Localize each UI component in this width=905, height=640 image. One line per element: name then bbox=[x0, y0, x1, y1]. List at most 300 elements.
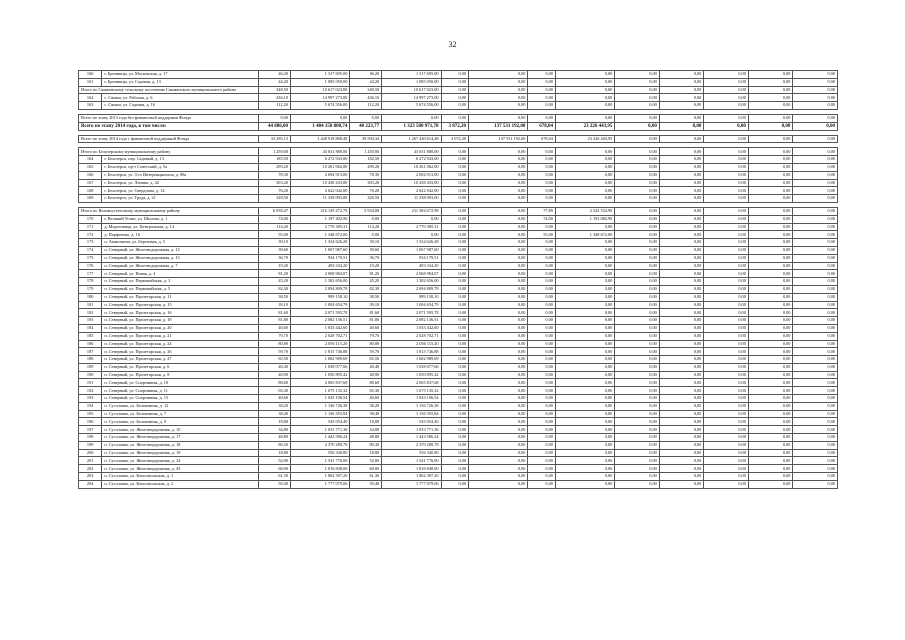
table-row bbox=[79, 246, 838, 254]
value-cell: 0,00 bbox=[793, 239, 838, 247]
value-cell: 0,00 bbox=[441, 371, 469, 379]
table-row bbox=[79, 473, 838, 481]
value-cell: 0,00 bbox=[704, 231, 749, 239]
value-cell: 0,00 bbox=[615, 293, 660, 301]
value-cell: 0,00 bbox=[704, 78, 749, 86]
value-cell: 0,00 bbox=[748, 293, 793, 301]
table-row bbox=[79, 239, 838, 247]
value-cell: 80,30 bbox=[259, 441, 291, 449]
address-cell: г. Белозерск, ул. 3-го Интернационала, д. 88а bbox=[102, 171, 259, 179]
value-cell: 0,00 bbox=[615, 195, 660, 203]
value-cell: 2 082 136,51 bbox=[290, 317, 349, 325]
value-cell: 0,00 bbox=[704, 171, 749, 179]
table-row bbox=[79, 363, 838, 371]
value-cell: 0,00 bbox=[555, 340, 614, 348]
value-cell: 0,00 bbox=[469, 473, 528, 481]
value-cell: 38,40 bbox=[350, 410, 382, 418]
value-cell: 2 622 042,00 bbox=[382, 187, 441, 195]
value-cell: 0,00 bbox=[469, 278, 528, 286]
table-row bbox=[79, 179, 838, 187]
value-cell: 0,00 bbox=[748, 262, 793, 270]
value-cell: 0,00 bbox=[555, 363, 614, 371]
value-cell: 0,00 bbox=[704, 278, 749, 286]
value-cell: 0,00 bbox=[615, 402, 660, 410]
value-cell: 0,00 bbox=[555, 223, 614, 231]
value-cell: 0,00 bbox=[748, 340, 793, 348]
table-row bbox=[79, 418, 838, 426]
value-cell: 43 631 880,00 bbox=[382, 148, 441, 156]
value-cell: 0,00 bbox=[793, 418, 838, 426]
value-cell: 1 382 656,00 bbox=[290, 278, 349, 286]
value-cell: 45,20 bbox=[259, 278, 291, 286]
value-cell: 0,00 bbox=[615, 480, 660, 488]
value-cell: 34,80 bbox=[350, 426, 382, 434]
value-cell: 0,00 bbox=[555, 262, 614, 270]
value-cell: 0,00 bbox=[441, 215, 469, 223]
value-cell: 0,00 bbox=[659, 122, 704, 130]
table-row bbox=[79, 102, 838, 110]
table-row bbox=[79, 301, 838, 309]
value-cell: 0,00 bbox=[528, 426, 556, 434]
value-cell: 0,00 bbox=[528, 317, 556, 325]
value-cell: 2 071 595,78 bbox=[290, 309, 349, 317]
value-cell: 0,00 bbox=[441, 395, 469, 403]
value-cell: 1 085 050,00 bbox=[290, 78, 349, 86]
value-cell: 0,00 bbox=[469, 223, 528, 231]
value-cell: 0,00 bbox=[528, 195, 556, 203]
value-cell: 48,80 bbox=[259, 434, 291, 442]
value-cell: 81,20 bbox=[350, 270, 382, 278]
value-cell: 0,00 bbox=[748, 480, 793, 488]
value-cell: 1 317 695,00 bbox=[382, 71, 441, 79]
value-cell: 0,00 bbox=[469, 301, 528, 309]
value-cell: 0,00 bbox=[793, 426, 838, 434]
value-cell: 493 334,20 bbox=[382, 262, 441, 270]
table-row bbox=[79, 187, 838, 195]
value-cell: 0,00 bbox=[615, 223, 660, 231]
value-cell: 65,30 bbox=[259, 387, 291, 395]
value-cell: 74,00 bbox=[528, 215, 556, 223]
value-cell: 0,00 bbox=[659, 114, 704, 122]
value-cell: 1 675 135,32 bbox=[290, 387, 349, 395]
value-cell: 3 872,20 bbox=[441, 122, 469, 130]
address-cell: п. Аммонитка, ул. Березовая, д. 5 bbox=[102, 239, 259, 247]
value-cell: 0,00 bbox=[793, 285, 838, 293]
value-cell: 39 594,34 bbox=[350, 135, 382, 143]
value-cell: 0,00 bbox=[615, 187, 660, 195]
value-cell: 0,00 bbox=[704, 449, 749, 457]
value-cell: 0,00 bbox=[659, 324, 704, 332]
value-cell: 0,00 bbox=[704, 410, 749, 418]
row-number-cell: 173 bbox=[79, 239, 102, 247]
value-cell: 0,00 bbox=[528, 465, 556, 473]
value-cell: 0,00 bbox=[659, 457, 704, 465]
table-row bbox=[79, 254, 838, 262]
value-cell: 137 531 192,00 bbox=[469, 135, 528, 143]
value-cell: 0,00 bbox=[704, 254, 749, 262]
address-cell: п. Сусоловка, ул. Железнодорожная, д. 18 bbox=[102, 441, 259, 449]
value-cell: 33 285,13 bbox=[259, 135, 291, 143]
value-cell: 0,00 bbox=[469, 71, 528, 79]
value-cell: 80,80 bbox=[259, 340, 291, 348]
value-cell: 0,00 bbox=[441, 223, 469, 231]
value-cell: 0,00 bbox=[615, 171, 660, 179]
value-cell: 0,00 bbox=[555, 348, 614, 356]
value-cell: 0,00 bbox=[615, 114, 660, 122]
value-cell: 0,00 bbox=[793, 379, 838, 387]
value-cell: 989 158,10 bbox=[290, 293, 349, 301]
value-cell: 0,00 bbox=[793, 135, 838, 143]
value-cell: 0,00 bbox=[748, 195, 793, 203]
value-cell: 0,00 bbox=[704, 114, 749, 122]
value-cell: 1 777 079,06 bbox=[382, 480, 441, 488]
value-cell: 0,00 bbox=[469, 371, 528, 379]
value-cell: 0,00 bbox=[793, 163, 838, 171]
value-cell: 39,10 bbox=[350, 301, 382, 309]
value-cell: 2 370 288,78 bbox=[382, 441, 441, 449]
value-cell: 0,00 bbox=[748, 156, 793, 164]
value-cell: 0,00 bbox=[441, 86, 469, 94]
value-cell: 59,70 bbox=[350, 348, 382, 356]
row-number-cell: 199 bbox=[79, 441, 102, 449]
value-cell: 39,10 bbox=[259, 239, 291, 247]
row-number-cell: 203 bbox=[79, 473, 102, 481]
value-cell: 0,00 bbox=[793, 270, 838, 278]
table-row bbox=[79, 195, 838, 203]
value-cell: 2 065 837,68 bbox=[382, 379, 441, 387]
value-cell: 0,00 bbox=[528, 449, 556, 457]
value-cell: 81,80 bbox=[350, 317, 382, 325]
value-cell: 0,00 bbox=[528, 332, 556, 340]
value-cell: 0,00 bbox=[290, 114, 349, 122]
value-cell: 0,00 bbox=[659, 356, 704, 364]
value-cell: 0,00 bbox=[441, 441, 469, 449]
value-cell: 0,00 bbox=[555, 387, 614, 395]
value-cell: 0,00 bbox=[555, 309, 614, 317]
value-cell: 0,00 bbox=[528, 270, 556, 278]
value-cell: 74,00 bbox=[259, 215, 291, 223]
value-cell: 182,50 bbox=[350, 156, 382, 164]
value-cell: 0,00 bbox=[748, 441, 793, 449]
value-cell: 0,00 bbox=[528, 309, 556, 317]
value-cell: 0,00 bbox=[528, 434, 556, 442]
value-cell: 2 028 702,71 bbox=[290, 332, 349, 340]
value-cell: 0,00 bbox=[748, 363, 793, 371]
value-cell: 0,00 bbox=[469, 163, 528, 171]
value-cell: 0,00 bbox=[441, 285, 469, 293]
value-cell: 0,00 bbox=[555, 324, 614, 332]
value-cell: 0,00 bbox=[704, 262, 749, 270]
value-cell: 0,00 bbox=[615, 122, 660, 130]
value-cell: 0,00 bbox=[659, 473, 704, 481]
value-cell: 0,00 bbox=[748, 114, 793, 122]
value-cell: 0,00 bbox=[441, 418, 469, 426]
value-cell: 0,00 bbox=[659, 395, 704, 403]
value-cell: 0,00 bbox=[659, 278, 704, 286]
value-cell: 0,00 bbox=[555, 254, 614, 262]
value-cell: 0,00 bbox=[469, 356, 528, 364]
value-cell: 0,00 bbox=[615, 86, 660, 94]
row-number-cell: 170 bbox=[79, 215, 102, 223]
row-number-cell: 183 bbox=[79, 317, 102, 325]
value-cell: 0,00 bbox=[528, 285, 556, 293]
value-cell: 0,00 bbox=[704, 301, 749, 309]
value-cell: 0,00 bbox=[615, 246, 660, 254]
value-cell: 1 815 746,88 bbox=[382, 348, 441, 356]
address-cell: п. Северный, ул. Пролетарская, д. 21 bbox=[102, 332, 259, 340]
value-cell: 1 043 196,54 bbox=[382, 395, 441, 403]
value-cell: 0,00 bbox=[528, 473, 556, 481]
row-number-cell: 198 bbox=[79, 434, 102, 442]
value-cell: 0,00 bbox=[748, 163, 793, 171]
value-cell: 1 862 397,20 bbox=[382, 473, 441, 481]
value-cell: 0,00 bbox=[748, 371, 793, 379]
value-cell: 545 054,40 bbox=[382, 418, 441, 426]
value-cell: 493 334,20 bbox=[290, 262, 349, 270]
value-cell: 2 071 595,78 bbox=[382, 309, 441, 317]
row-number-cell: 161 bbox=[79, 78, 102, 86]
value-cell: 678,04 bbox=[528, 135, 556, 143]
value-cell: 2 622 042,00 bbox=[290, 187, 349, 195]
value-cell: 2 370 288,78 bbox=[290, 441, 349, 449]
value-cell: 0,00 bbox=[615, 434, 660, 442]
row-number-cell: 178 bbox=[79, 278, 102, 286]
value-cell: 1 043 196,54 bbox=[290, 395, 349, 403]
table-row bbox=[79, 94, 838, 102]
value-cell: 0,00 bbox=[555, 426, 614, 434]
value-cell: 0,00 bbox=[469, 348, 528, 356]
value-cell: 0,00 bbox=[555, 71, 614, 79]
value-cell: 0,00 bbox=[704, 309, 749, 317]
value-cell: 1 050 895,42 bbox=[290, 371, 349, 379]
value-cell: 0,00 bbox=[659, 148, 704, 156]
value-cell: 0,00 bbox=[793, 187, 838, 195]
value-cell: 38,50 bbox=[350, 293, 382, 301]
value-cell: 0,00 bbox=[528, 71, 556, 79]
address-cell: п. Северный, ул. Новая, д. 4 bbox=[102, 270, 259, 278]
table-row bbox=[79, 215, 838, 223]
value-cell: 0,00 bbox=[659, 179, 704, 187]
value-cell: 0,00 bbox=[350, 215, 382, 223]
value-cell: 0,00 bbox=[615, 278, 660, 286]
value-cell: 0,00 bbox=[615, 301, 660, 309]
value-cell: 0,00 bbox=[528, 94, 556, 102]
value-cell: 0,00 bbox=[659, 434, 704, 442]
value-cell: 0,00 bbox=[793, 148, 838, 156]
table-row bbox=[79, 156, 838, 164]
value-cell: 1 382 656,00 bbox=[382, 278, 441, 286]
value-cell: 2 094 809,78 bbox=[290, 285, 349, 293]
value-cell: 0,00 bbox=[793, 223, 838, 231]
value-cell: 1 816 848,00 bbox=[290, 465, 349, 473]
value-cell: 0,00 bbox=[748, 426, 793, 434]
value-cell: 0,00 bbox=[350, 231, 382, 239]
value-cell: 0,00 bbox=[615, 371, 660, 379]
value-cell: 65,50 bbox=[259, 356, 291, 364]
value-cell: 2 065 837,68 bbox=[290, 379, 349, 387]
table-row bbox=[79, 332, 838, 340]
value-cell: 40,40 bbox=[259, 363, 291, 371]
value-cell: 0,00 bbox=[555, 402, 614, 410]
value-cell: 0,00 bbox=[441, 434, 469, 442]
value-cell: 0,00 bbox=[441, 278, 469, 286]
value-cell: 76,20 bbox=[350, 187, 382, 195]
value-cell: 0,00 bbox=[615, 395, 660, 403]
value-cell: 0,00 bbox=[748, 78, 793, 86]
value-cell: 0,00 bbox=[555, 293, 614, 301]
value-cell: 934 179,51 bbox=[382, 254, 441, 262]
value-cell: 11 338 093,00 bbox=[290, 195, 349, 203]
value-cell: 18,80 bbox=[259, 449, 291, 457]
value-cell: 348,50 bbox=[259, 86, 291, 94]
value-cell: 1 267 440 614,48 bbox=[382, 135, 441, 143]
address-cell: п. Северный, ул. Пролетарская, д. 8 bbox=[102, 371, 259, 379]
value-cell: 0,00 bbox=[748, 94, 793, 102]
value-cell: 0,00 bbox=[793, 457, 838, 465]
value-cell: 0,00 bbox=[748, 379, 793, 387]
value-cell: 2 056 115,20 bbox=[290, 340, 349, 348]
value-cell: 34,80 bbox=[259, 426, 291, 434]
value-cell: 0,00 bbox=[441, 163, 469, 171]
value-cell: 0,00 bbox=[615, 78, 660, 86]
value-cell: 0,00 bbox=[555, 301, 614, 309]
row-number-cell: 193 bbox=[79, 395, 102, 403]
value-cell: 0,00 bbox=[704, 441, 749, 449]
value-cell: 0,00 bbox=[748, 410, 793, 418]
value-cell: 0,00 bbox=[748, 246, 793, 254]
value-cell: 0,00 bbox=[704, 215, 749, 223]
value-cell: 0,00 bbox=[528, 86, 556, 94]
address-cell: п. Северный, ул. Железнодорожная, д. 12 bbox=[102, 246, 259, 254]
value-cell: 0,00 bbox=[615, 163, 660, 171]
address-cell: п. Северный, ул. Первомайская, д. 5 bbox=[102, 285, 259, 293]
value-cell: 1 334 626,28 bbox=[382, 239, 441, 247]
value-cell: 0,00 bbox=[528, 441, 556, 449]
value-cell: 0,00 bbox=[441, 71, 469, 79]
value-cell: 0,00 bbox=[659, 426, 704, 434]
value-cell: 0,00 bbox=[704, 387, 749, 395]
value-cell: 0,00 bbox=[748, 301, 793, 309]
value-cell: 0,00 bbox=[615, 324, 660, 332]
value-cell: 0,00 bbox=[704, 122, 749, 130]
value-cell: 328,50 bbox=[259, 195, 291, 203]
value-cell: 2 068 984,07 bbox=[382, 270, 441, 278]
address-cell: п. Сусоловка, ул. Железнодорожная, д. 45 bbox=[102, 465, 259, 473]
value-cell: 0,00 bbox=[441, 465, 469, 473]
value-cell: 0,00 bbox=[528, 223, 556, 231]
value-cell: 0,00 bbox=[659, 285, 704, 293]
value-cell: 0,00 bbox=[528, 239, 556, 247]
row-number-cell: 186 bbox=[79, 340, 102, 348]
row-number-cell: 167 bbox=[79, 179, 102, 187]
value-cell: 0,00 bbox=[659, 207, 704, 215]
value-cell: 0,00 bbox=[704, 324, 749, 332]
row-number-cell: 177 bbox=[79, 270, 102, 278]
value-cell: 0,00 bbox=[748, 473, 793, 481]
address-cell: г. Бронницы, ул. Московская, д. 17 bbox=[102, 71, 259, 79]
value-cell: 1 675 135,32 bbox=[382, 387, 441, 395]
table-row bbox=[79, 465, 838, 473]
value-cell: 0,00 bbox=[659, 231, 704, 239]
value-cell: 52,00 bbox=[259, 457, 291, 465]
value-cell: 0,00 bbox=[469, 94, 528, 102]
table-row bbox=[79, 231, 838, 239]
value-cell: 0,00 bbox=[793, 71, 838, 79]
value-cell: 0,00 bbox=[659, 246, 704, 254]
value-cell: 38,40 bbox=[259, 410, 291, 418]
value-cell: 0,00 bbox=[441, 270, 469, 278]
address-cell: п. Сусоловка, ул. Комсомольская, д. 2 bbox=[102, 480, 259, 488]
value-cell: 0,00 bbox=[659, 480, 704, 488]
value-cell: 0,00 bbox=[748, 457, 793, 465]
value-cell: 0,00 bbox=[659, 94, 704, 102]
address-cell: п. Сусоловка, ул. Белоконная, д. 9 bbox=[102, 418, 259, 426]
value-cell: 0,00 bbox=[704, 239, 749, 247]
value-cell: 39,60 bbox=[259, 246, 291, 254]
value-cell: 6 272 943,00 bbox=[290, 156, 349, 164]
value-cell: 0,00 bbox=[441, 317, 469, 325]
row-number-cell: 182 bbox=[79, 309, 102, 317]
value-cell: 0,00 bbox=[441, 324, 469, 332]
value-cell: 0,00 bbox=[555, 317, 614, 325]
value-cell: 78,30 bbox=[259, 171, 291, 179]
table-row bbox=[79, 480, 838, 488]
value-cell: 0,00 bbox=[615, 348, 660, 356]
value-cell: 0,00 bbox=[469, 465, 528, 473]
value-cell: 0,00 bbox=[615, 270, 660, 278]
value-cell: 0,00 bbox=[469, 332, 528, 340]
row-number-cell: 175 bbox=[79, 254, 102, 262]
row-number-cell: 191 bbox=[79, 379, 102, 387]
value-cell: 0,00 bbox=[659, 71, 704, 79]
value-cell: 1 428 918 868,48 bbox=[290, 135, 349, 143]
address-cell: п. Северный, ул. Пролетарская, д. 6 bbox=[102, 363, 259, 371]
value-cell: 52,00 bbox=[350, 457, 382, 465]
value-cell: 36,70 bbox=[350, 254, 382, 262]
value-cell: 0,00 bbox=[441, 102, 469, 110]
value-cell: 0,00 bbox=[528, 363, 556, 371]
value-cell: 18,80 bbox=[259, 418, 291, 426]
value-cell: 0,00 bbox=[793, 363, 838, 371]
value-cell: 0,00 bbox=[382, 215, 441, 223]
value-cell: 0,00 bbox=[793, 231, 838, 239]
value-cell: 0,00 bbox=[441, 187, 469, 195]
value-cell: 0,00 bbox=[441, 231, 469, 239]
address-cell: д. Морозовица, ул. Центральная, д. 14 bbox=[102, 223, 259, 231]
row-number-cell: 184 bbox=[79, 324, 102, 332]
row-number-cell: 181 bbox=[79, 301, 102, 309]
value-cell: 39,10 bbox=[350, 239, 382, 247]
value-cell: 0,00 bbox=[793, 262, 838, 270]
value-cell: 0,00 bbox=[704, 187, 749, 195]
table-row bbox=[79, 71, 838, 79]
stage-total-row bbox=[79, 122, 838, 130]
value-cell: 2 068 984,07 bbox=[290, 270, 349, 278]
row-number-cell: 176 bbox=[79, 262, 102, 270]
value-cell: 0,00 bbox=[748, 122, 793, 130]
value-cell: 0,00 bbox=[469, 285, 528, 293]
value-cell: 0,00 bbox=[704, 207, 749, 215]
value-cell: 0,00 bbox=[555, 171, 614, 179]
value-cell: 80,60 bbox=[350, 379, 382, 387]
value-cell: 0,00 bbox=[793, 340, 838, 348]
value-cell: 0,00 bbox=[441, 171, 469, 179]
value-cell: 0,00 bbox=[469, 395, 528, 403]
value-cell: 0,00 bbox=[704, 270, 749, 278]
value-cell: 0,00 bbox=[704, 473, 749, 481]
table-row bbox=[79, 278, 838, 286]
value-cell: 0,00 bbox=[659, 301, 704, 309]
